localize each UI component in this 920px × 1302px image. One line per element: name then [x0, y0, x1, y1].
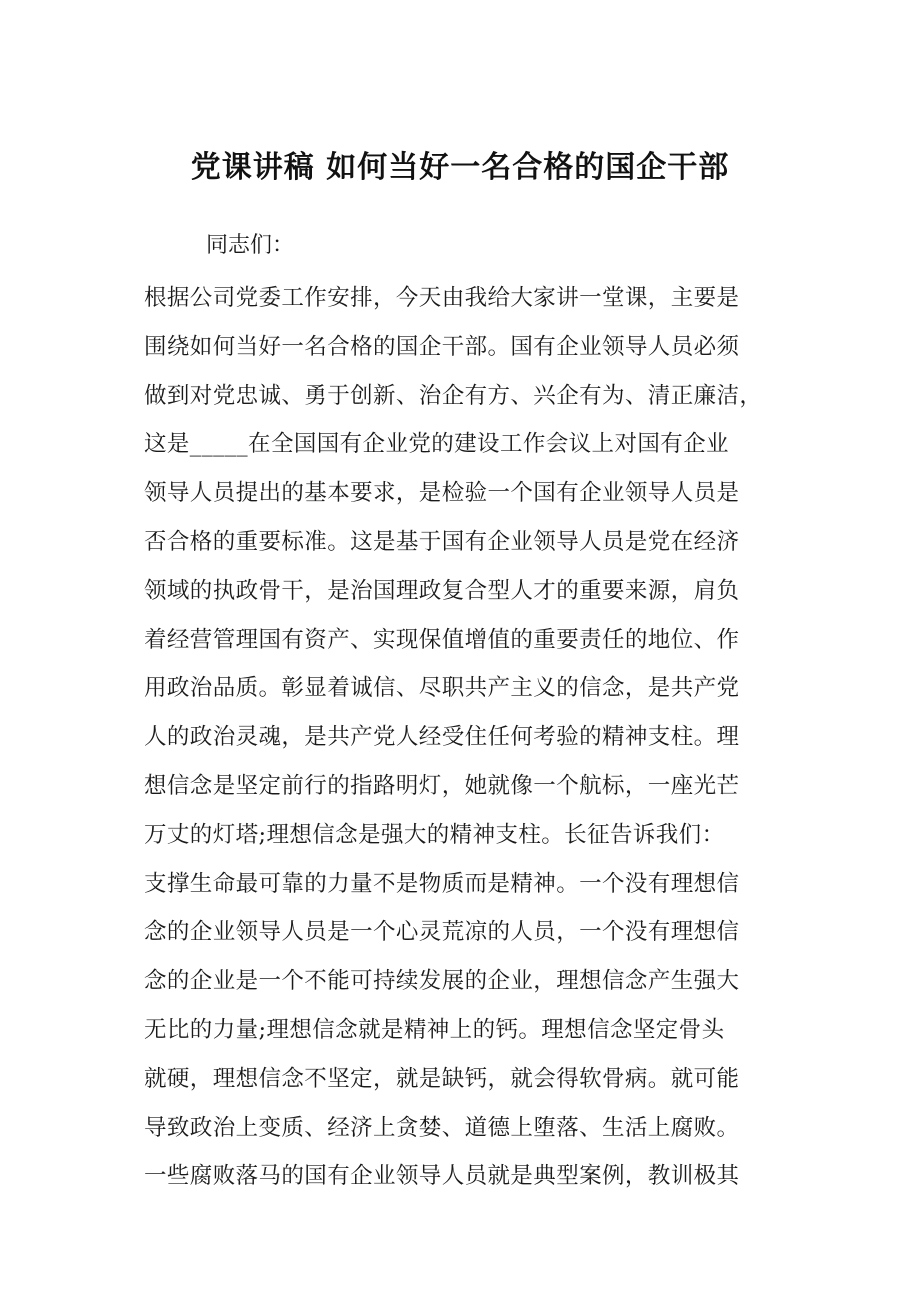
text-line: 着经营管理国有资产、实现保值增值的重要责任的地位、作: [144, 626, 740, 653]
text-line: 否合格的重要标准。这是基于国有企业领导人员是党在经济: [144, 528, 740, 555]
text-line: 想信念是坚定前行的指路明灯，她就像一个航标，一座光芒: [144, 772, 740, 799]
text-line: 支撑生命最可靠的力量不是物质而是精神。一个没有理想信: [144, 870, 740, 897]
body-text: [144, 274, 808, 1201]
text-line: 领域的执政骨干，是治国理政复合型人才的重要来源，肩负: [144, 577, 740, 604]
salutation: 同志们：: [206, 233, 295, 258]
text-line: 围绕如何当好一名合格的国企干部。国有企业领导人员必须: [144, 333, 740, 360]
document-title: 党课讲稿 如何当好一名合格的国企干部: [190, 150, 730, 185]
text-line: 念的企业领导人员是一个心灵荒凉的人员，一个没有理想信: [144, 919, 740, 946]
text-line: 就硬，理想信念不坚定，就是缺钙，就会得软骨病。就可能: [144, 1065, 740, 1092]
text-line: 根据公司党委工作安排，今天由我给大家讲一堂课，主要是: [144, 285, 740, 311]
text-line: 无比的力量;理想信念就是精神上的钙。理想信念坚定骨头: [144, 1016, 725, 1043]
text-line: 做到对党忠诚、勇于创新、治企有方、兴企有为、清正廉洁，: [144, 382, 763, 409]
text-line: 这是_____在全国国有企业党的建设工作会议上对国有企业: [144, 431, 729, 458]
text-line: 用政治品质。彰显着诚信、尽职共产主义的信念，是共产党: [144, 675, 740, 702]
text-line: 人的政治灵魂，是共产党人经受住任何考验的精神支柱。理: [144, 724, 740, 751]
text-line: 万丈的灯塔;理想信念是强大的精神支柱。长征告诉我们：: [144, 821, 725, 848]
text-line: 领导人员提出的基本要求，是检验一个国有企业领导人员是: [144, 480, 740, 507]
text-line: 导致政治上变质、经济上贪婪、道德上堕落、生活上腐败。: [144, 1114, 740, 1141]
text-line: 一些腐败落马的国有企业领导人员就是典型案例，教训极其: [144, 1163, 740, 1190]
text-line: 念的企业是一个不能可持续发展的企业，理想信念产生强大: [144, 968, 740, 995]
